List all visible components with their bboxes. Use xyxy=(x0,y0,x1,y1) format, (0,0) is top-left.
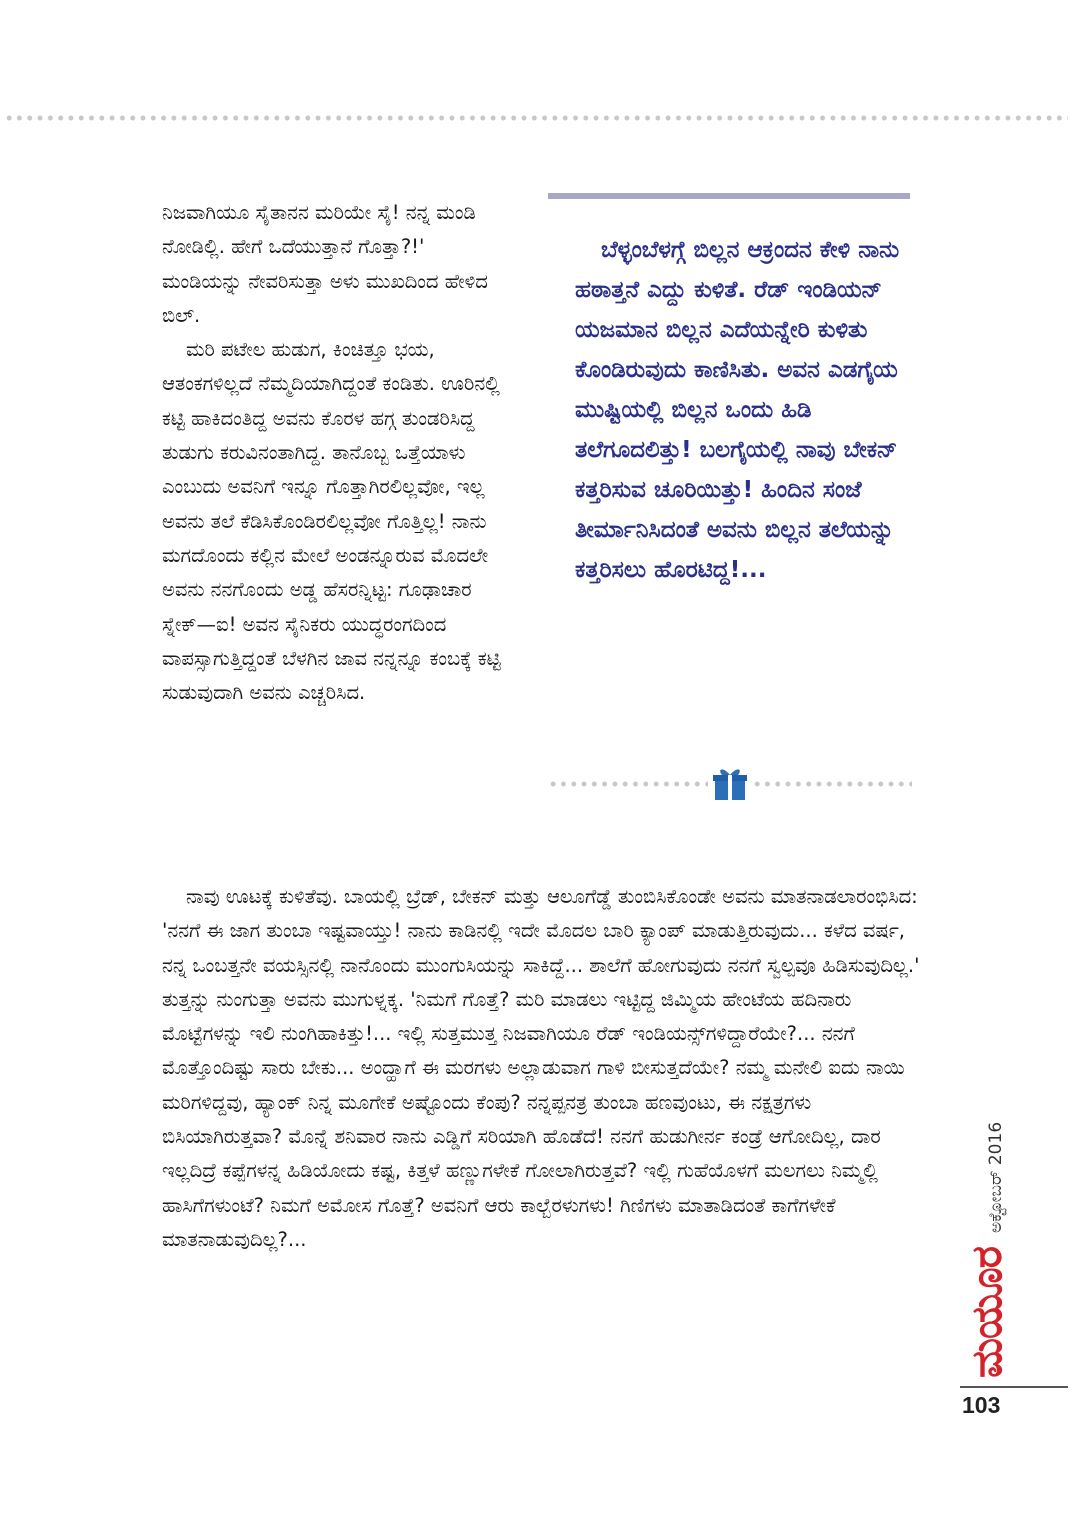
left-text-column xyxy=(162,196,502,710)
body-paragraph: ನಾವು ಊಟಕ್ಕೆ ಕುಳಿತೆವು. ಬಾಯಲ್ಲಿ ಬ್ರೆಡ್, ಬೇಕನ್ ಮತ್ತು ಆಲೂಗೆಡ್ಡೆ ತುಂಬಿಸಿಕೊಂಡೇ ಅವನು ಮಾತನಾಡಲಾರಂಭಿಸಿದ: 'ನನಗೆ ಈ ಜಾಗ ತುಂಬಾ ಇಷ್ಟವಾಯ್ತು! ನಾನು ಕಾಡಿನಲ್ಲಿ ಇದೇ ಮೊದಲ ಬಾರಿ ಕ್ಯಾಂಪ್ ಮಾಡುತ್ತಿರುವುದು... ಕಳೆದ ವರ್ಷ, ನನ್ನ ಒಂಬತ್ತನೇ ವಯಸ್ಸಿನಲ್ಲಿ ನಾನೊಂದು ಮುಂಗುಸಿಯನ್ನು ಸಾಕಿದ್ದೆ... ಶಾಲೆಗೆ ಹೋಗುವುದು ನನಗೆ ಸ್ವಲ್ಪವೂ ಹಿಡಿಸುವುದಿಲ್ಲ.' ತುತ್ತನ್ನು ನುಂಗುತ್ತಾ ಅವನು ಮುಗುಳ್ನಕ್ಕ. 'ನಿಮಗೆ ಗೊತ್ತೆ? ಮರಿ ಮಾಡಲು ಇಟ್ಟಿದ್ದ ಜಿಮ್ಮಿಯ ಹೇಂಟೆಯ ಹದಿನಾರು ಮೊಟ್ಟೆಗಳನ್ನು ಇಲಿ ನುಂಗಿಹಾಕಿತ್ತು!... ಇಲ್ಲಿ ಸುತ್ತಮುತ್ತ ನಿಜವಾಗಿಯೂ ರೆಡ್ ಇಂಡಿಯನ್ಸ್‌ಗಳಿದ್ದಾರೆಯೇ?... ನನಗೆ ಮೊತ್ತೊಂದಿಷ್ಟು ಸಾರು ಬೇಕು... ಅಂದ್ಹಾಗೆ ಈ ಮರಗಳು ಅಲ್ಲಾಡುವಾಗ ಗಾಳಿ ಬೀಸುತ್ತದೆಯೇ? ನಮ್ಮ ಮನೇಲಿ ಐದು ನಾಯಿ ಮರಿಗಳಿದ್ದವು, ಹ್ಯಾಂಕ್ ನಿನ್ನ ಮೂಗೇಕೆ ಅಷ್ಟೊಂದು ಕೆಂಪು? ನನ್ನಪ್ಪನತ್ರ ತುಂಬಾ ಹಣವುಂಟು, ಈ ನಕ್ಷತ್ರಗಳು ಬಿಸಿಯಾಗಿರುತ್ತವಾ? ಮೊನ್ನೆ ಶನಿವಾರ ನಾನು ಎಡ್ಡಿಗೆ ಸರಿಯಾಗಿ ಹೊಡೆದೆ! ನನಗೆ ಹುಡುಗೀರ್ನ ಕಂಡ್ರೆ ಆಗೋದಿಲ್ಲ, ದಾರ ಇಲ್ಲದಿದ್ರೆ ಕಪ್ಪೆಗಳನ್ನ ಹಿಡಿಯೋದು ಕಷ್ಟ, ಕಿತ್ತಳೆ ಹಣ್ಣುಗಳೇಕೆ ಗೋಲಾಗಿರುತ್ತವೆ? ಇಲ್ಲಿ ಗುಹೆಯೊಳಗೆ ಮಲಗಲು ನಿಮ್ಮಲ್ಲಿ ಹಾಸಿಗೆಗಳುಂಟೆ? ನಿಮಗೆ ಅಮೋಸ ಗೊತ್ತೆ? ಅವನಿಗೆ ಆರು ಕಾಲ್ಬೆರಳುಗಳು! ಗಿಣಿಗಳು ಮಾತಾಡಿದಂತೆ ಕಾಗೆಗಳೇಕೆ ಮಾತನಾಡುವುದಿಲ್ಲ?... xyxy=(162,885,920,1251)
top-dotted-rule xyxy=(4,114,1068,122)
magazine-logo: ಮಯೂರ xyxy=(962,1247,1011,1378)
page-number: 103 xyxy=(962,1392,1001,1418)
body-paragraph: ನಿಜವಾಗಿಯೂ ಸೈತಾನನ ಮರಿಯೇ ಸೈ! ನನ್ನ ಮಂಡಿ ನೋಡಿಲ್ಲಿ. ಹೇಗೆ ಒದೆಯುತ್ತಾನೆ ಗೊತ್ತಾ?!' ಮಂಡಿಯನ್ನು ನೇವರಿಸುತ್ತಾ ಅಳು ಮುಖದಿಂದ ಹೇಳಿದ ಬಿಲ್. xyxy=(162,201,488,327)
issue-date: ಅಕ್ಟೋಬರ್ 2016 xyxy=(986,1121,1006,1234)
pull-quote-text: ಬೆಳ್ಳಂಬೆಳಗ್ಗೆ ಬಿಲ್ಲನ ಆಕ್ರಂದನ ಕೇಳಿ ನಾನು ಹಠಾತ್ತನೆ ಎದ್ದು ಕುಳಿತೆ. ರೆಡ್ ಇಂಡಿಯನ್ ಯಜಮಾನ ಬಿಲ್ಲನ ಎದೆಯನ್ನೇರಿ ಕುಳಿತು ಕೊಂಡಿರುವುದು ಕಾಣಿಸಿತು. ಅವನ ಎಡಗೈಯ ಮುಷ್ಟಿಯಲ್ಲಿ ಬಿಲ್ಲನ ಒಂದು ಹಿಡಿ ತಲೆಗೂದಲಿತ್ತು! ಬಲಗೈಯಲ್ಲಿ ನಾವು ಬೇಕನ್ ಕತ್ತರಿಸುವ ಚೂರಿಯಿತ್ತು! ಹಿಂದಿನ ಸಂಜೆ ತೀರ್ಮಾನಿಸಿದಂತೆ ಅವನು ಬಿಲ್ಲನ ತಲೆಯನ್ನು ಕತ್ತರಿಸಲು ಹೊರಟಿದ್ದ!... xyxy=(575,237,900,583)
pull-quote xyxy=(575,230,915,590)
pull-quote-divider-right xyxy=(752,780,912,788)
folio-rule xyxy=(960,1386,1068,1388)
magazine-sidebar xyxy=(962,1122,1012,1378)
body-paragraph: ಮರಿ ಪಟೇಲ ಹುಡುಗ, ಕಿಂಚಿತ್ತೂ ಭಯ, ಆತಂಕಗಳಿಲ್ಲದೆ ನೆಮ್ಮದಿಯಾಗಿದ್ದಂತೆ ಕಂಡಿತು. ಊರಿನಲ್ಲಿ ಕಟ್ಟಿ ಹಾಕಿದಂತಿದ್ದ ಅವನು ಕೊರಳ ಹಗ್ಗ ತುಂಡರಿಸಿದ್ದ ತುಡುಗು ಕರುವಿನಂತಾಗಿದ್ದ. ತಾನೊಬ್ಬ ಒತ್ತೆಯಾಳು ಎಂಬುದು ಅವನಿಗೆ ಇನ್ನೂ ಗೊತ್ತಾಗಿರಲಿಲ್ಲವೋ, ಇಲ್ಲ ಅವನು ತಲೆ ಕೆಡಿಸಿಕೊಂಡಿರಲಿಲ್ಲವೋ ಗೊತ್ತಿಲ್ಲ! ನಾನು ಮಗದೊಂದು ಕಲ್ಲಿನ ಮೇಲೆ ಅಂಡನ್ನೂರುವ ಮೊದಲೇ ಅವನು ನನಗೊಂದು ಅಡ್ಡ ಹೆಸರನ್ನಿಟ್ಟ: ಗೂಢಾಚಾರ ಸ್ನೇಕ್—ಐ! ಅವನ ಸೈನಿಕರು ಯುದ್ಧರಂಗದಿಂದ ವಾಪಸ್ಸಾಗುತ್ತಿದ್ದಂತೆ ಬೆಳಗಿನ ಜಾವ ನನ್ನನ್ನೂ ಕಂಬಕ್ಕೆ ಕಟ್ಟಿ ಸುಡುವುದಾಗಿ ಅವನು ಎಚ್ಚರಿಸಿದ. xyxy=(162,338,501,705)
full-width-text xyxy=(162,880,922,1257)
pull-quote-top-bar xyxy=(548,193,910,199)
gift-icon xyxy=(713,766,747,802)
pull-quote-divider-left xyxy=(548,780,708,788)
